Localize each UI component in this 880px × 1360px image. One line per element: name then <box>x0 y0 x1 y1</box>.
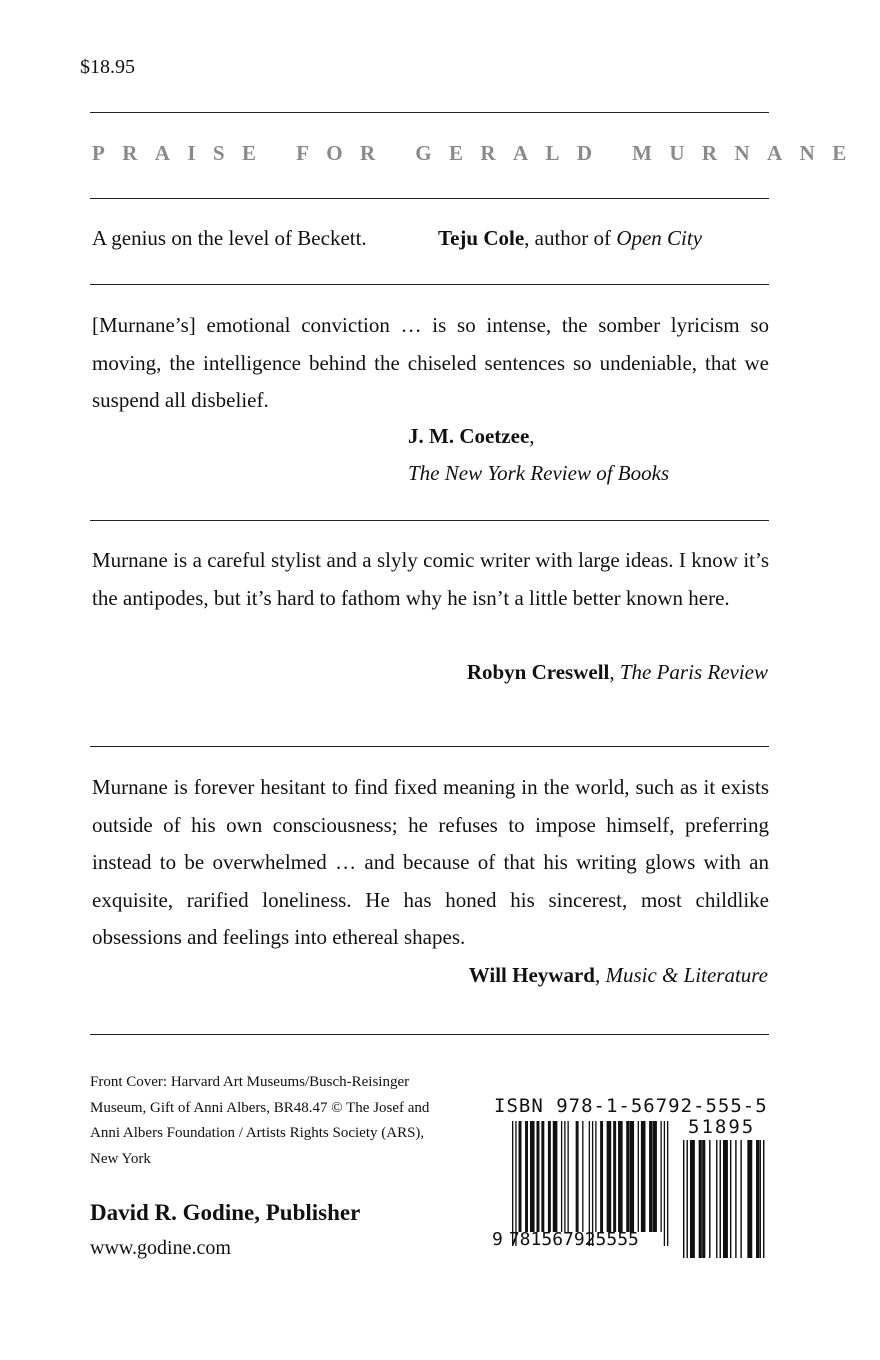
barcode-bar <box>720 1140 721 1258</box>
barcode-bar <box>548 1121 551 1232</box>
barcode-bar <box>525 1121 528 1232</box>
barcode-bar <box>515 1121 516 1246</box>
barcode-bar <box>530 1121 535 1232</box>
barcode-bar <box>686 1140 687 1258</box>
barcode-bar <box>747 1140 752 1258</box>
barcode-bar <box>664 1121 665 1246</box>
praise-heading: PRAISE FOR GERALD MURNANE <box>92 141 864 165</box>
barcode-bar <box>607 1121 612 1232</box>
barcode-bar <box>763 1140 764 1258</box>
barcode-bar <box>567 1121 568 1232</box>
barcode-bar <box>699 1140 702 1258</box>
quote-source: The Paris Review <box>619 660 768 684</box>
barcode-bar <box>600 1121 603 1232</box>
barcode-bar <box>553 1121 558 1232</box>
barcode-bar <box>756 1140 759 1258</box>
barcode-bar <box>541 1121 544 1232</box>
barcode-bar <box>561 1121 562 1232</box>
barcode-bar <box>709 1140 710 1258</box>
quote-3-text: Murnane is a careful stylist and a slyly comic writer with large ideas. I know it’s the antipodes, but it’s hard to fathom why he isn’t a little better known here. <box>92 548 769 610</box>
barcode-bar <box>564 1121 565 1232</box>
barcode-bar <box>519 1121 522 1232</box>
quote-author: Will Heyward <box>468 963 595 987</box>
barcode-bar <box>735 1140 736 1258</box>
quote-separator: , <box>594 963 606 987</box>
publisher-website: www.godine.com <box>90 1237 231 1259</box>
barcode-bar <box>723 1140 728 1258</box>
quote-2-text: [Murnane’s] emotional conviction … is so intense, the somber lyricism so moving, the intelligence behind the chiseled sentences so undeniable, that we suspend all disbelief. <box>92 313 769 412</box>
quote-separator: , author of <box>524 226 617 250</box>
quote-4-text: Murnane is forever hesitant to find fixed meaning in the world, such as it exists outside of his own consciousness; he refuses to impose himself, preferring instead to be overwhelmed … and because of that his writing glows with an exquisite, rarified loneliness. He has honed his sincerest, most childlike obsessions and feelings into ethereal shapes. <box>92 775 769 949</box>
price: $18.95 <box>80 56 135 78</box>
ean-barcode-bars <box>512 1121 668 1246</box>
barcode-bar <box>626 1121 629 1232</box>
quote-separator: , <box>609 660 620 684</box>
barcode-bar <box>618 1121 623 1232</box>
addon-code: 51895 <box>688 1116 756 1138</box>
cover-credit: Front Cover: Harvard Art Museums/Busch-Reisinger Museum, Gift of Anni Albers, BR48.47 © The Josef and Anni Albers Foundation / Artists Rights Society (ARS), New York <box>90 1074 430 1167</box>
quote-source: Music & Literature <box>605 963 768 987</box>
barcode-digits <box>492 1229 639 1250</box>
barcode-bar <box>638 1121 639 1232</box>
quote-author: Robyn Creswell <box>466 660 610 684</box>
quote-separator: , <box>529 424 535 448</box>
barcode-bar <box>613 1121 616 1232</box>
barcode-bar <box>730 1140 731 1258</box>
publisher-name: David R. Godine, Publisher <box>90 1200 361 1225</box>
barcode-bar <box>660 1121 661 1232</box>
barcode-bar <box>595 1121 596 1232</box>
barcode-bar <box>667 1121 668 1246</box>
barcode-bar <box>683 1140 684 1258</box>
isbn-label: ISBN 978-1-56792-555-5 <box>494 1095 768 1117</box>
barcode-number: 781567925555 <box>508 1229 639 1250</box>
barcode-bar <box>512 1121 513 1246</box>
quote-text: A genius on the level of Beckett. <box>92 226 367 250</box>
barcode-bar <box>582 1121 583 1232</box>
barcode-bar <box>760 1140 761 1258</box>
barcode-lead-digit: 9 <box>492 1229 503 1250</box>
barcode-bar <box>641 1121 646 1232</box>
barcode-bar <box>716 1140 717 1258</box>
addon-barcode-bars <box>683 1140 764 1258</box>
barcode-bar <box>629 1121 634 1232</box>
barcode-bar <box>576 1121 579 1232</box>
barcode-bar <box>592 1121 593 1246</box>
quote-author: J. M. Coetzee <box>408 424 530 448</box>
barcode-bar <box>589 1121 590 1246</box>
barcode-bar <box>536 1121 539 1232</box>
barcode-bar <box>649 1121 652 1232</box>
barcode-bar <box>652 1121 657 1232</box>
barcode-bar <box>690 1140 695 1258</box>
quote-author: Teju Cole <box>438 226 525 250</box>
quote-2-source: The New York Review of Books <box>408 461 670 485</box>
quote-source: Open City <box>616 226 703 250</box>
barcode-bar <box>702 1140 705 1258</box>
barcode-bar <box>740 1140 741 1258</box>
